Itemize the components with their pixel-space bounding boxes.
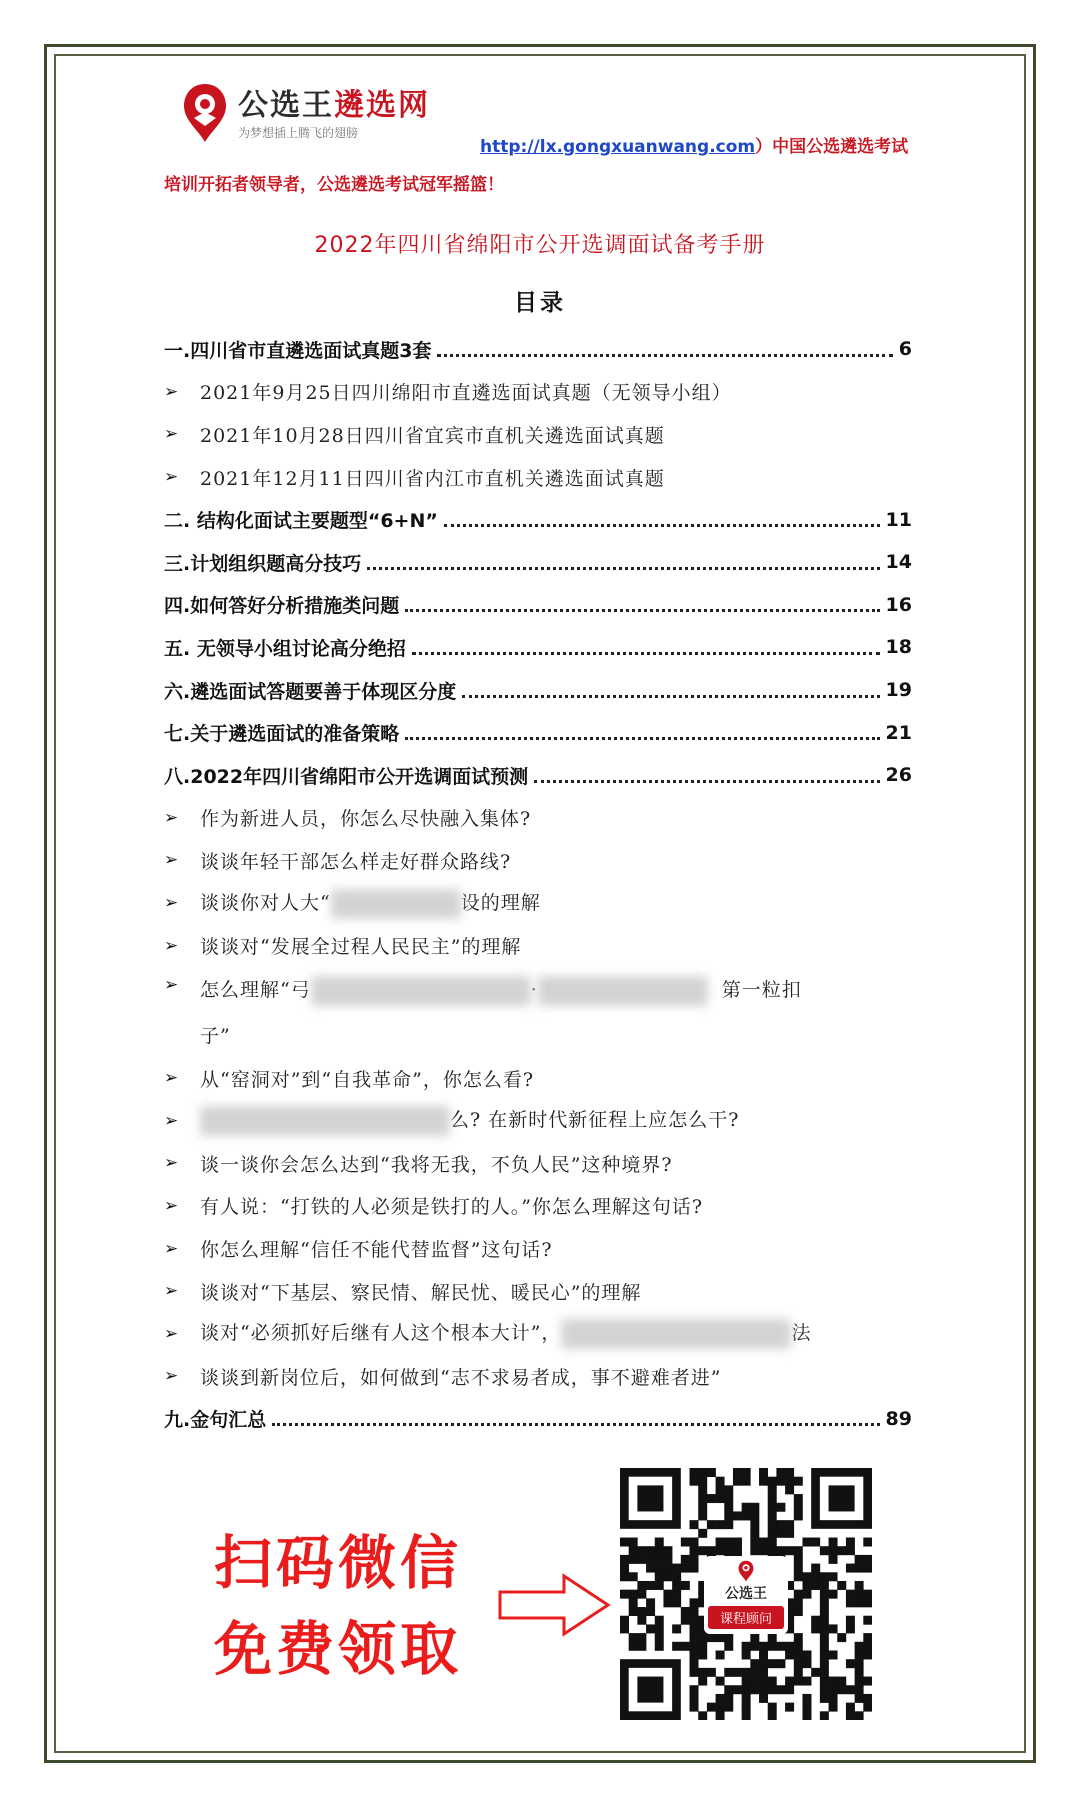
logo-slogan: 为梦想插上腾飞的翅膀 [238, 126, 359, 140]
toc-entry-5[interactable] [164, 626, 912, 669]
toc-subentry-continuation [164, 1013, 912, 1057]
toc-entry-page: 19 [885, 679, 912, 702]
toc-entry-6[interactable] [164, 669, 912, 712]
toc-subentry-label: 谈谈到新岗位后，如何做到“志不求易者成，事不避难者进” [200, 1366, 722, 1389]
toc-subentry-label: 2021年10月28日四川省宜宾市直机关遴选面试真题 [200, 424, 665, 447]
logo-text-accent: 遴选网 [334, 88, 430, 123]
url-tail-text: 中国公选遴选考试 [772, 137, 909, 157]
arrow-bullet-icon: ➢ [164, 1366, 179, 1387]
toc-subentry[interactable] [164, 1227, 912, 1270]
toc-entry-page: 14 [885, 551, 912, 574]
toc-entry-label: 七.关于遴选面试的准备策略 [164, 723, 400, 746]
toc-subentry[interactable] [164, 924, 912, 967]
arrow-bullet-icon: ➢ [164, 1195, 179, 1216]
toc-subentry-text: 谈谈你对人大“ [200, 891, 331, 914]
toc-subentry[interactable] [164, 967, 912, 1013]
site-logo[interactable] [180, 80, 480, 150]
toc-entry-page: 11 [885, 508, 912, 531]
arrow-bullet-icon: ➢ [164, 807, 179, 828]
redacted-text [331, 889, 461, 919]
toc-entry-page: 89 [885, 1407, 912, 1430]
redacted-text [561, 1319, 791, 1349]
toc-subentry-text: 谈对“必须抓好后继有人这个根本大计”， [200, 1322, 562, 1345]
arrow-bullet-icon: ➢ [164, 850, 179, 871]
toc-subentry-text: 设的理解 [460, 891, 541, 914]
arrow-bullet-icon: ➢ [164, 1238, 179, 1259]
toc-subentry[interactable] [164, 371, 912, 414]
toc-subentry-text: 怎么理解“弓 [200, 978, 311, 1001]
arrow-bullet-icon: ➢ [164, 893, 179, 914]
toc-subentry[interactable] [164, 1355, 912, 1398]
arrow-bullet-icon: ➢ [164, 1068, 179, 1089]
toc-subentry-label: 2021年9月25日四川绵阳市直遴选面试真题（无领导小组） [200, 382, 732, 405]
url-paren: ） [755, 137, 773, 157]
toc-entry-label: 一.四川省市直遴选面试真题3套 [164, 339, 432, 362]
toc-subentry-label [200, 888, 541, 919]
toc-subentry[interactable] [164, 882, 912, 925]
logo-text-primary: 公选王 [238, 88, 334, 123]
logo-mark-icon [180, 82, 230, 144]
toc-subentry[interactable] [164, 797, 912, 840]
qr-badge-label: 课程顾问 [708, 1606, 784, 1629]
toc-subentry[interactable] [164, 456, 912, 499]
toc-subentry-label: 子” [200, 1025, 231, 1048]
toc-subentry-label [200, 1318, 811, 1349]
toc-entry-page: 18 [885, 636, 912, 659]
toc-entry-page: 16 [885, 593, 912, 616]
toc-heading: 目录 [514, 290, 566, 316]
toc-entry-label: 三.计划组织题高分技巧 [164, 552, 362, 575]
toc-subentry-label: 谈一谈你会怎么达到“我将无我，不负人民”这种境界? [200, 1153, 673, 1176]
toc-entry-page: 26 [885, 764, 912, 787]
toc-subentry-text: 第一粒扣 [721, 978, 802, 1001]
toc-subentry-text: · [530, 978, 538, 1001]
toc-entry-label: 六.遴选面试答题要善于体现区分度 [164, 680, 457, 703]
toc-leader-dots [272, 1423, 879, 1426]
toc-entry-4[interactable] [164, 584, 912, 627]
toc-subentry-label: 2021年12月11日四川省内江市直机关遴选面试真题 [200, 467, 665, 490]
qr-center-badge [704, 1556, 788, 1634]
promo-line-1: 扫码微信 [214, 1529, 463, 1597]
toc-subentry-label: 你怎么理解“信任不能代替监督”这句话? [200, 1239, 553, 1262]
toc-subentry-label: 作为新进人员，你怎么尽快融入集体? [200, 808, 532, 831]
wechat-qr-code[interactable] [620, 1468, 872, 1720]
logo-mark-icon [734, 1560, 758, 1582]
toc-subentry-text: 么? 在新时代新征程上应怎么干? [450, 1109, 740, 1132]
toc-subentry-label: 从“窑洞对”到“自我革命”，你怎么看? [200, 1068, 535, 1091]
toc-entry-2[interactable] [164, 498, 912, 541]
toc-subentry[interactable] [164, 1142, 912, 1185]
arrow-bullet-icon: ➢ [164, 467, 179, 488]
toc-entry-label: 九.金句汇总 [164, 1409, 267, 1432]
site-url-link[interactable]: http://lx.gongxuanwang.com [480, 137, 756, 157]
toc-entry-7[interactable] [164, 711, 912, 754]
arrow-bullet-icon: ➢ [164, 935, 179, 956]
toc-entry-page: 6 [898, 338, 912, 361]
toc-entry-8[interactable] [164, 754, 912, 797]
qr-badge-brand: 公选王 [725, 1586, 767, 1602]
toc-entry-1[interactable] [164, 328, 912, 371]
toc-subentry[interactable] [164, 1057, 912, 1100]
toc-subentry[interactable] [164, 1312, 912, 1355]
toc-subentry[interactable] [164, 1100, 912, 1143]
arrow-bullet-icon: ➢ [164, 1323, 179, 1344]
toc-entry-label: 二. 结构化面试主要题型“6+N” [164, 510, 438, 533]
redacted-text [200, 1106, 450, 1136]
toc-subentry[interactable] [164, 839, 912, 882]
arrow-right-icon [496, 1570, 612, 1640]
toc-leader-dots [534, 780, 879, 783]
toc-subentry[interactable] [164, 413, 912, 456]
promo-line-2: 免费领取 [214, 1615, 463, 1683]
toc-leader-dots [437, 354, 892, 357]
toc-subentry-text: 法 [791, 1322, 812, 1345]
toc-subentry-label [200, 1105, 739, 1136]
toc-subentry[interactable] [164, 1270, 912, 1313]
toc-leader-dots [462, 695, 879, 698]
toc-entry-label: 五. 无领导小组讨论高分绝招 [164, 637, 406, 660]
arrow-bullet-icon: ➢ [164, 1110, 179, 1131]
redacted-text [538, 976, 708, 1006]
toc-subentry-label: 有人说：“打铁的人必须是铁打的人。”你怎么理解这句话? [200, 1196, 704, 1219]
table-of-contents [164, 328, 912, 1440]
toc-leader-dots [444, 524, 880, 527]
toc-leader-dots [405, 609, 879, 612]
toc-entry-label: 四.如何答好分析措施类问题 [164, 595, 400, 618]
toc-subentry-label [200, 975, 802, 1006]
redacted-text [311, 976, 531, 1006]
arrow-bullet-icon: ➢ [164, 1153, 179, 1174]
toc-entry-label: 八.2022年四川省绵阳市公开选调面试预测 [164, 765, 529, 788]
url-line [480, 132, 908, 157]
toc-subentry[interactable] [164, 1185, 912, 1228]
document-title: 2022年四川省绵阳市公开选调面试备考手册 [314, 233, 766, 258]
arrow-bullet-icon: ➢ [164, 974, 179, 995]
toc-subentry-label: 谈谈对“发展全过程人民民主”的理解 [200, 936, 522, 959]
toc-entry-3[interactable] [164, 541, 912, 584]
logo-title [238, 80, 430, 124]
toc-subentry-label: 谈谈年轻干部怎么样走好群众路线? [200, 850, 512, 873]
toc-entry-9[interactable] [164, 1398, 912, 1441]
toc-leader-dots [412, 652, 880, 655]
toc-leader-dots [405, 737, 879, 740]
promo-text [214, 1520, 462, 1692]
tagline: 培训开拓者领导者，公选遴选考试冠军摇篮！ [164, 175, 504, 195]
toc-leader-dots [367, 567, 879, 570]
arrow-bullet-icon: ➢ [164, 424, 179, 445]
arrow-bullet-icon: ➢ [164, 1281, 179, 1302]
toc-subentry-label: 谈谈对“下基层、察民情、解民忧、暖民心”的理解 [200, 1281, 642, 1304]
arrow-bullet-icon: ➢ [164, 381, 179, 402]
toc-entry-page: 21 [885, 721, 912, 744]
